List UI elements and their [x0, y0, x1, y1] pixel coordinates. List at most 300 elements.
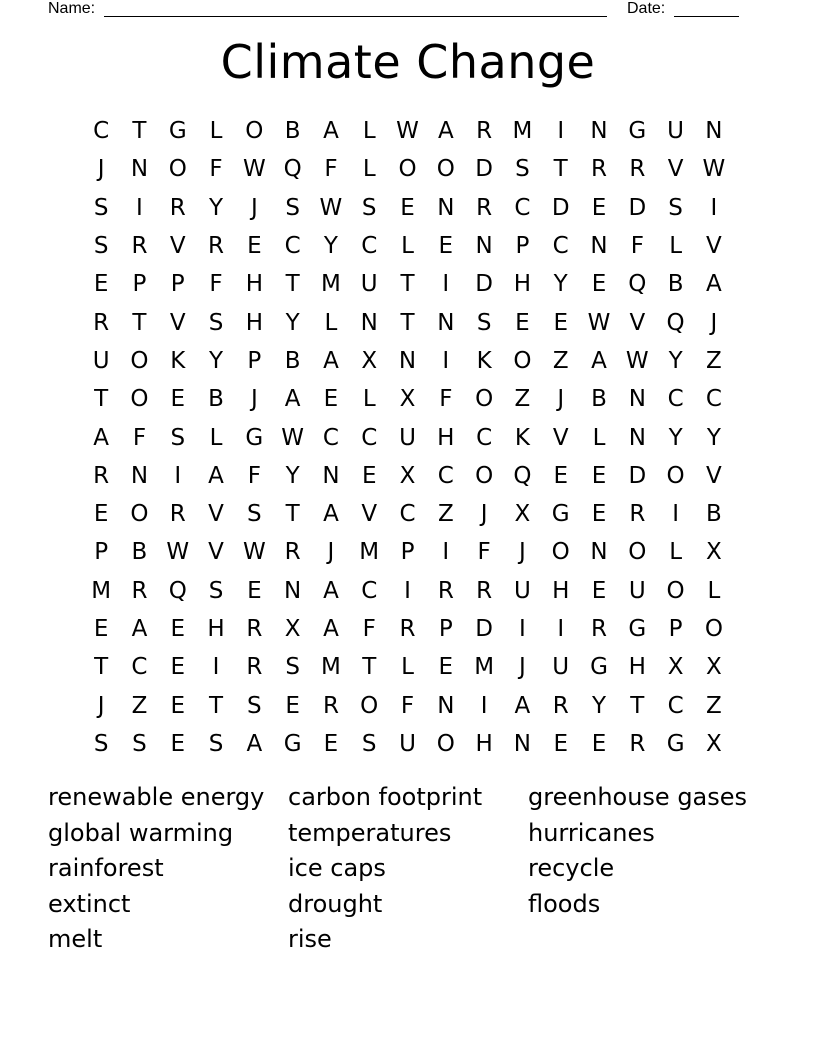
grid-letter: P: [94, 539, 109, 566]
grid-letter: P: [132, 271, 147, 298]
grid-letter: A: [706, 271, 722, 298]
grid-letter: H: [628, 654, 646, 681]
grid-letter: X: [706, 539, 722, 566]
grid-letter: I: [136, 194, 143, 221]
grid-letter: S: [93, 730, 109, 757]
grid-letter: O: [475, 386, 494, 413]
grid-letter: R: [246, 616, 263, 642]
grid-letter: N: [705, 118, 723, 145]
word-list-column-3: [528, 780, 747, 922]
grid-letter: F: [209, 271, 223, 298]
grid-letter: O: [130, 501, 149, 528]
grid-letter: A: [323, 501, 339, 528]
grid-letter: Q: [513, 462, 532, 489]
grid-letter: R: [591, 156, 607, 183]
grid-letter: E: [247, 577, 262, 604]
grid-letter: O: [666, 462, 685, 489]
grid-letter: K: [170, 347, 186, 374]
word-list-item: floods: [528, 889, 601, 918]
grid-letter: V: [169, 309, 186, 336]
grid-letter: T: [132, 309, 147, 336]
grid-letter: K: [476, 347, 492, 374]
grid-letter: S: [361, 730, 377, 757]
grid-letter: R: [476, 194, 493, 221]
grid-letter: S: [208, 577, 224, 604]
grid-letter: N: [628, 424, 646, 451]
grid-letter: C: [131, 654, 148, 681]
grid-letter: N: [130, 462, 149, 489]
grid-letter: U: [92, 347, 110, 374]
grid-letter: Y: [285, 462, 300, 489]
grid-letter: Y: [209, 194, 224, 221]
grid-letter: W: [281, 424, 304, 451]
name-label: Name:: [48, 0, 96, 17]
grid-letter: B: [284, 347, 301, 374]
grid-letter: T: [285, 501, 300, 528]
grid-letter: E: [438, 654, 454, 681]
grid-letter: T: [400, 271, 415, 298]
grid-letter: N: [130, 156, 149, 183]
grid-letter: J: [327, 539, 335, 566]
grid-letter: A: [437, 118, 454, 145]
grid-letter: U: [667, 118, 685, 145]
grid-letter: X: [284, 616, 301, 642]
grid-letter: O: [398, 156, 417, 183]
grid-letter: N: [437, 309, 455, 336]
grid-letter: Y: [591, 692, 607, 719]
grid-letter: F: [324, 156, 338, 183]
grid-letter: S: [132, 730, 147, 757]
grid-letter: E: [553, 309, 568, 336]
grid-letter: G: [628, 616, 647, 642]
grid-letter: R: [476, 577, 493, 604]
grid-letter: E: [591, 501, 607, 528]
grid-letter: O: [130, 386, 149, 413]
grid-letter: O: [666, 577, 685, 604]
grid-letter: X: [514, 501, 531, 528]
grid-letter: S: [361, 194, 377, 221]
grid-letter: E: [438, 233, 454, 260]
grid-letter: E: [247, 233, 262, 260]
grid-letter: G: [283, 730, 302, 757]
word-list-item: rainforest: [48, 854, 164, 882]
grid-letter: N: [628, 386, 646, 413]
grid-letter: E: [323, 386, 339, 413]
grid-letter: Q: [168, 577, 187, 604]
grid-letter: I: [212, 654, 220, 681]
grid-letter: H: [475, 730, 493, 757]
grid-letter: R: [437, 577, 454, 604]
grid-letter: I: [442, 271, 450, 298]
grid-letter: C: [361, 577, 378, 604]
grid-letter: Z: [514, 386, 531, 413]
grid-letter: L: [362, 118, 376, 145]
grid-letter: L: [669, 233, 683, 260]
grid-letter: P: [515, 233, 530, 260]
grid-letter: Q: [628, 271, 647, 298]
grid-letter: Z: [706, 347, 722, 374]
grid-letter: V: [552, 424, 569, 451]
word-list-item: carbon footprint: [288, 783, 483, 811]
grid-letter: P: [438, 616, 453, 642]
word-list-item: extinct: [48, 889, 131, 918]
grid-letter: F: [132, 424, 147, 451]
grid-letter: Y: [553, 271, 568, 298]
word-list-item: greenhouse gases: [528, 783, 748, 811]
grid-letter: N: [513, 730, 532, 757]
grid-letter: Z: [706, 692, 722, 719]
grid-letter: I: [672, 501, 679, 528]
grid-letter: T: [132, 118, 147, 145]
grid-letter: O: [436, 730, 455, 757]
grid-letter: Y: [668, 347, 683, 374]
grid-letter: O: [704, 616, 723, 642]
grid-letter: R: [169, 194, 186, 221]
grid-letter: E: [170, 654, 186, 681]
grid-letter: A: [131, 616, 148, 642]
grid-letter: M: [512, 118, 533, 145]
grid-letter: B: [284, 118, 301, 145]
grid-letter: O: [130, 347, 149, 374]
grid-letter: W: [587, 309, 611, 336]
grid-letter: E: [591, 730, 607, 757]
grid-letter: B: [131, 539, 148, 566]
grid-letter: F: [439, 386, 453, 413]
grid-letter: B: [706, 501, 722, 528]
grid-letter: O: [551, 539, 570, 566]
grid-letter: J: [250, 386, 258, 413]
grid-letter: C: [514, 194, 531, 221]
grid-letter: T: [285, 271, 300, 298]
grid-letter: E: [400, 194, 415, 221]
grid-letter: O: [436, 156, 455, 183]
grid-letter: D: [475, 271, 493, 298]
name-blank-line: [104, 16, 607, 17]
word-list-column-1: [48, 780, 264, 958]
grid-letter: G: [168, 118, 187, 145]
word-search-grid: [82, 112, 733, 763]
grid-letter: C: [361, 233, 378, 260]
grid-letter: L: [209, 424, 223, 451]
grid-letter: Y: [668, 424, 683, 451]
grid-letter: R: [629, 156, 646, 183]
grid-letter: V: [706, 233, 722, 260]
grid-letter: G: [551, 501, 570, 528]
grid-letter: W: [242, 156, 266, 183]
grid-letter: P: [400, 539, 415, 566]
grid-letter: E: [591, 194, 607, 221]
grid-letter: A: [323, 577, 339, 604]
grid-letter: M: [321, 654, 341, 681]
grid-letter: V: [361, 501, 378, 528]
grid-letter: A: [208, 462, 224, 489]
grid-letter: N: [590, 233, 608, 260]
grid-letter: S: [285, 194, 300, 221]
grid-letter: N: [590, 118, 608, 145]
grid-letter: L: [669, 539, 683, 566]
grid-letter: R: [246, 654, 263, 681]
grid-letter: S: [208, 309, 224, 336]
grid-letter: D: [628, 194, 647, 221]
grid-letter: V: [667, 156, 684, 183]
grid-letter: C: [552, 233, 569, 260]
grid-letter: C: [667, 692, 684, 719]
grid-letter: L: [362, 386, 376, 413]
grid-letter: M: [321, 271, 341, 298]
grid-letter: A: [514, 692, 531, 719]
grid-letter: M: [91, 577, 112, 604]
grid-letter: I: [519, 616, 526, 642]
grid-letter: H: [513, 271, 532, 298]
grid-letter: B: [667, 271, 684, 298]
grid-letter: E: [170, 692, 186, 719]
grid-letter: H: [552, 577, 570, 604]
grid-letter: I: [442, 347, 450, 374]
grid-letter: O: [168, 156, 187, 183]
grid-letter: A: [323, 347, 339, 374]
grid-letter: E: [323, 730, 339, 757]
grid-letter: R: [629, 730, 646, 757]
grid-letter: N: [590, 539, 608, 566]
word-list-item: temperatures: [288, 818, 452, 847]
grid-letter: N: [437, 194, 455, 221]
grid-letter: C: [322, 424, 339, 451]
grid-letter: I: [442, 539, 450, 566]
grid-letter: D: [551, 194, 570, 221]
grid-letter: E: [515, 309, 530, 336]
grid-letter: D: [475, 156, 493, 183]
grid-letter: J: [97, 692, 105, 719]
grid-letter: Z: [131, 692, 148, 719]
grid-letter: L: [401, 233, 414, 260]
grid-letter: R: [591, 616, 607, 642]
date-label: Date:: [627, 0, 666, 17]
grid-letter: O: [360, 692, 379, 719]
grid-letter: L: [401, 654, 414, 681]
grid-letter: S: [93, 194, 109, 221]
grid-letter: W: [166, 539, 190, 566]
grid-letter: I: [480, 692, 488, 719]
grid-letter: A: [93, 424, 110, 451]
grid-letter: E: [553, 730, 568, 757]
grid-letter: I: [710, 194, 718, 221]
grid-letter: A: [284, 386, 301, 413]
grid-letter: R: [284, 539, 301, 566]
grid-letter: E: [170, 730, 186, 757]
grid-letter: R: [131, 233, 148, 260]
grid-letter: I: [557, 118, 565, 145]
grid-letter: H: [245, 271, 263, 298]
grid-letter: R: [399, 616, 416, 642]
grid-letter: X: [361, 347, 378, 374]
grid-letter: A: [246, 730, 263, 757]
grid-letter: S: [208, 730, 224, 757]
word-list-item: renewable energy: [48, 783, 265, 811]
grid-letter: R: [169, 501, 186, 528]
grid-letter: F: [209, 156, 223, 183]
grid-letter: W: [396, 118, 419, 145]
grid-letter: Q: [283, 156, 302, 183]
grid-letter: E: [553, 462, 568, 489]
grid-letter: A: [591, 347, 607, 374]
grid-letter: E: [93, 616, 109, 642]
grid-letter: P: [668, 616, 683, 642]
grid-letter: S: [170, 424, 186, 451]
grid-letter: E: [93, 501, 109, 528]
grid-letter: L: [592, 424, 606, 451]
grid-letter: H: [245, 309, 263, 336]
grid-letter: E: [170, 386, 186, 413]
grid-letter: N: [360, 309, 378, 336]
grid-letter: Y: [285, 309, 300, 336]
grid-letter: V: [706, 462, 722, 489]
grid-letter: Y: [209, 347, 224, 374]
grid-letter: B: [208, 386, 224, 413]
grid-letter: C: [93, 118, 110, 145]
grid-letter: I: [557, 616, 565, 642]
grid-letter: V: [208, 539, 224, 566]
grid-letter: C: [399, 501, 416, 528]
grid-letter: R: [131, 577, 148, 604]
word-list-item: global warming: [48, 818, 234, 847]
grid-letter: R: [93, 462, 110, 489]
grid-letter: A: [323, 118, 339, 145]
grid-letter: Q: [666, 309, 685, 336]
grid-letter: C: [667, 386, 684, 413]
grid-letter: P: [170, 271, 185, 298]
grid-letter: N: [398, 347, 417, 374]
word-list-item: recycle: [528, 854, 615, 882]
grid-letter: U: [513, 577, 531, 604]
grid-letter: J: [250, 194, 258, 221]
grid-letter: U: [399, 730, 416, 757]
grid-letter: T: [94, 386, 109, 413]
grid-letter: E: [591, 577, 607, 604]
grid-letter: T: [630, 692, 645, 719]
grid-letter: M: [359, 539, 380, 566]
grid-letter: C: [437, 462, 454, 489]
grid-letter: A: [323, 616, 339, 642]
grid-letter: F: [630, 233, 644, 260]
grid-letter: J: [710, 309, 718, 336]
grid-letter: J: [480, 501, 488, 528]
grid-letter: P: [247, 347, 262, 374]
grid-letter: C: [284, 233, 301, 260]
grid-letter: W: [319, 194, 343, 221]
grid-letter: E: [93, 271, 109, 298]
grid-letter: R: [552, 692, 569, 719]
grid-letter: J: [519, 539, 526, 566]
grid-letter: J: [557, 386, 565, 413]
grid-letter: I: [404, 577, 411, 604]
grid-letter: N: [437, 692, 455, 719]
grid-letter: S: [515, 156, 530, 183]
grid-letter: S: [285, 654, 300, 681]
grid-letter: G: [590, 654, 608, 681]
grid-letter: O: [513, 347, 532, 374]
grid-letter: Z: [437, 501, 454, 528]
grid-letter: E: [285, 692, 300, 719]
grid-letter: F: [362, 616, 376, 642]
grid-letter: R: [629, 501, 646, 528]
grid-letter: E: [591, 462, 607, 489]
grid-letter: T: [94, 654, 109, 681]
grid-letter: F: [477, 539, 491, 566]
grid-letter: X: [667, 654, 684, 681]
grid-letter: I: [174, 462, 182, 489]
grid-letter: T: [400, 309, 415, 336]
word-list-item: ice caps: [288, 854, 386, 882]
grid-letter: W: [625, 347, 649, 374]
grid-letter: V: [169, 233, 186, 260]
word-list-item: hurricanes: [528, 818, 655, 847]
grid-letter: B: [591, 386, 607, 413]
grid-letter: E: [170, 616, 186, 642]
grid-letter: D: [628, 462, 647, 489]
grid-letter: U: [628, 577, 646, 604]
grid-letter: O: [628, 539, 647, 566]
grid-letter: G: [245, 424, 264, 451]
grid-letter: S: [247, 692, 262, 719]
grid-letter: C: [705, 386, 722, 413]
grid-letter: H: [207, 616, 225, 642]
grid-letter: V: [208, 501, 224, 528]
grid-letter: T: [553, 156, 568, 183]
grid-letter: T: [209, 692, 224, 719]
grid-letter: S: [668, 194, 683, 221]
word-list-item: melt: [48, 925, 103, 953]
grid-letter: N: [322, 462, 340, 489]
grid-letter: T: [362, 654, 377, 681]
grid-letter: F: [247, 462, 261, 489]
grid-letter: L: [362, 156, 376, 183]
grid-letter: S: [476, 309, 492, 336]
grid-letter: K: [514, 424, 530, 451]
grid-letter: U: [399, 424, 416, 451]
grid-letter: O: [245, 118, 264, 145]
grid-letter: E: [361, 462, 377, 489]
grid-letter: R: [208, 233, 225, 260]
worksheet-header: [48, 0, 748, 20]
grid-letter: W: [702, 156, 726, 183]
grid-letter: R: [476, 118, 493, 145]
grid-letter: Y: [323, 233, 338, 260]
grid-letter: X: [399, 386, 416, 413]
grid-letter: X: [706, 654, 722, 681]
grid-letter: S: [93, 233, 109, 260]
grid-letter: F: [400, 692, 415, 719]
page-title: Climate Change: [220, 35, 596, 89]
grid-letter: L: [707, 577, 721, 604]
word-list-item: rise: [288, 925, 332, 953]
grid-letter: X: [399, 462, 416, 489]
date-blank-line: [674, 16, 739, 17]
word-list-item: drought: [288, 889, 383, 918]
grid-letter: C: [476, 424, 493, 451]
grid-letter: U: [552, 654, 570, 681]
grid-letter: N: [284, 577, 302, 604]
grid-letter: U: [360, 271, 378, 298]
grid-letter: V: [629, 309, 646, 336]
grid-letter: S: [247, 501, 262, 528]
grid-letter: J: [519, 654, 526, 681]
grid-letter: Z: [552, 347, 569, 374]
word-list-column-2: [288, 780, 482, 958]
grid-letter: M: [474, 654, 495, 681]
grid-letter: G: [666, 730, 685, 757]
grid-letter: R: [93, 309, 110, 336]
grid-letter: O: [475, 462, 494, 489]
